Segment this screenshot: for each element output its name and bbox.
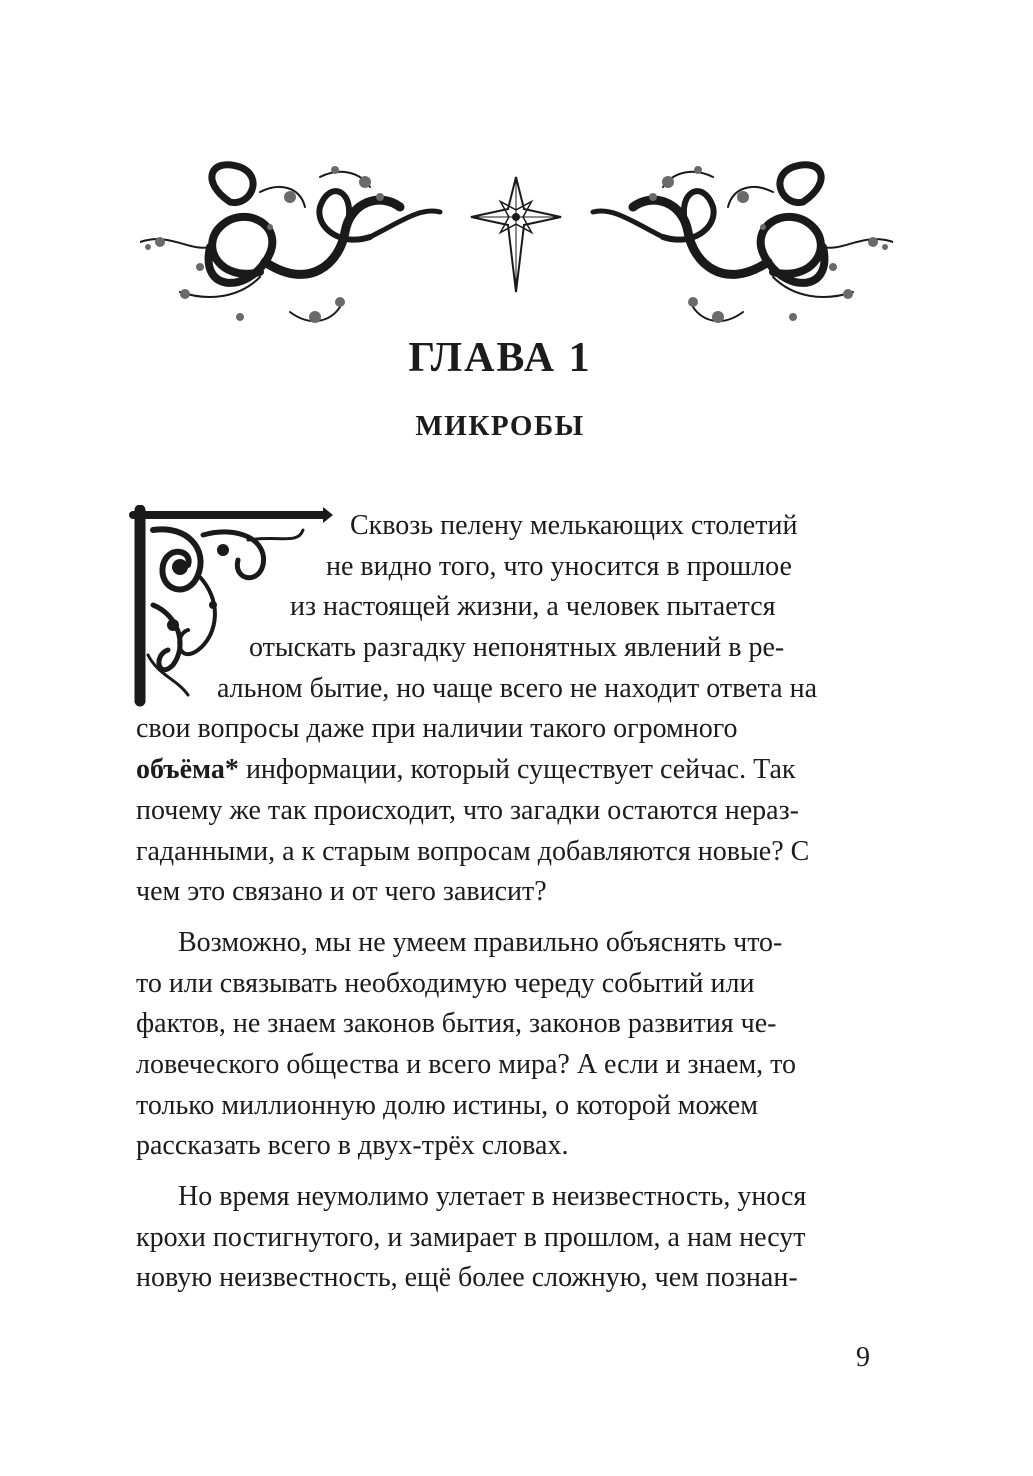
main-text xyxy=(136,506,867,1299)
text-line-rest: информации, который существует сейчас. Так xyxy=(238,754,796,786)
text-line: свои вопросы даже при наличии такого огромного xyxy=(136,713,738,745)
text-line: не видно того, что уносится в прошлое xyxy=(326,550,792,582)
text-line: гаданными, а к старым вопросам добавляются новые? С xyxy=(136,835,810,867)
text-line: фактов, не знаем законов бытия, законов развития че- xyxy=(136,1008,777,1040)
text-line: альном бытие, но чаще всего не находит ответа на xyxy=(217,672,818,704)
text-line: из настоящей жизни, а человек пытается xyxy=(290,591,776,623)
text-line: новую неизвестность, ещё более сложную, чем познан- xyxy=(136,1262,798,1294)
text-line xyxy=(136,750,867,791)
text-line: Но время неумолимо улетает в неизвестность, унося xyxy=(178,1181,807,1212)
paragraph-3 xyxy=(136,1177,867,1299)
text-line: почему же так происходит, что загадки остаются нераз- xyxy=(136,794,799,826)
paragraph-2 xyxy=(136,923,867,1167)
page-number: 9 xyxy=(856,1342,870,1373)
bold-term: объёма* xyxy=(136,754,239,786)
chapter-title: МИКРОБЫ xyxy=(415,410,585,442)
chapter-heading: ГЛАВА 1 xyxy=(408,335,592,381)
compass-star-icon xyxy=(471,177,561,292)
text-line: то или связывать необходимую череду событий или xyxy=(136,967,755,999)
text-line: ловеческого общества и всего мира? А если и знаем, то xyxy=(136,1048,797,1080)
text-line: отыскать разгадку непонятных явлений в ре- xyxy=(249,632,785,664)
text-line: Возможно, мы не умеем правильно объяснять что- xyxy=(178,926,783,958)
paragraph-1 xyxy=(136,506,867,913)
text-line: только миллионную долю истины, о которой можем xyxy=(136,1089,758,1121)
text-line: Сквозь пелену мелькающих столетий xyxy=(350,510,798,541)
text-line: чем это связано и от чего зависит? xyxy=(136,876,547,908)
text-line: рассказать всего в двух-трёх словах. xyxy=(136,1130,569,1162)
decorative-header-ornament xyxy=(140,152,893,342)
text-line: крохи постигнутого, и замирает в прошлом, а нам несут xyxy=(136,1221,806,1253)
